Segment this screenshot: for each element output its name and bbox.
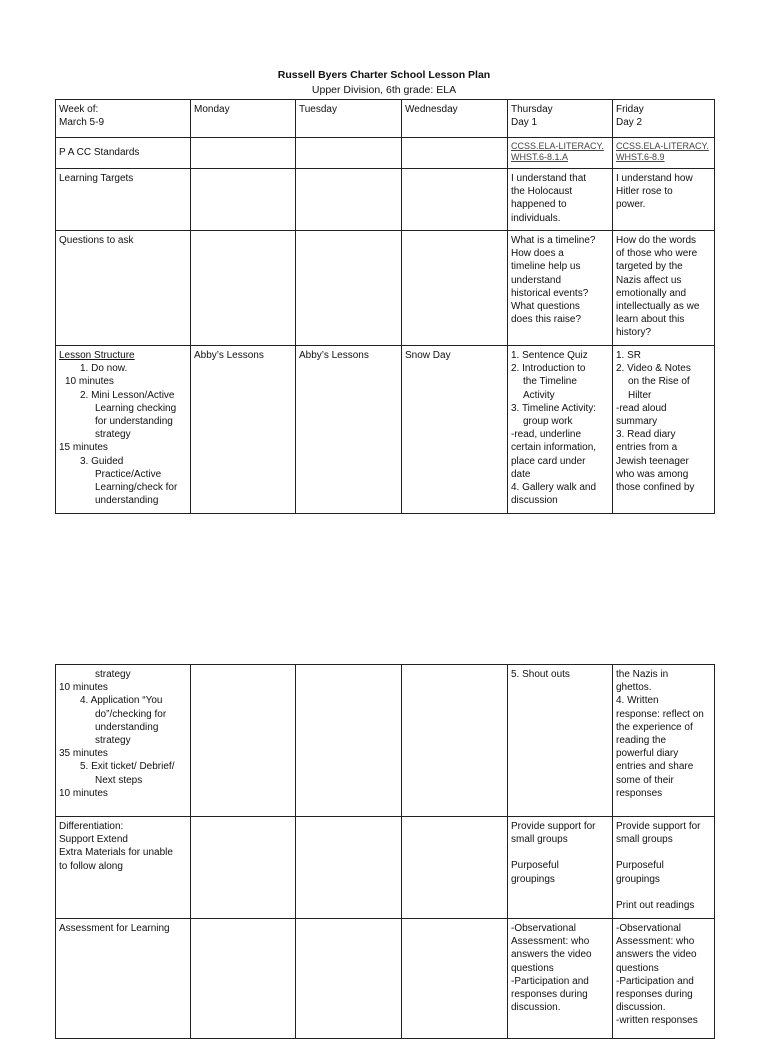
text-line: response: reflect on bbox=[616, 708, 704, 720]
friday-header bbox=[613, 100, 715, 138]
text-line: Extra Materials for unable bbox=[59, 847, 173, 859]
text-line: responses during bbox=[511, 989, 588, 1001]
thursday-header bbox=[508, 100, 613, 138]
lesson-plan-table-page-1 bbox=[55, 99, 715, 514]
text-line: discussion bbox=[511, 495, 558, 507]
empty-cell bbox=[402, 817, 508, 919]
text-line: strategy bbox=[95, 429, 131, 441]
learning-targets-label: Learning Targets bbox=[56, 169, 191, 231]
text-line: What is a timeline? bbox=[511, 235, 596, 246]
text-line: do”/checking for bbox=[95, 708, 167, 720]
text-line: How do the words bbox=[616, 235, 697, 246]
week-of-cell bbox=[56, 100, 191, 138]
text-line: on the Rise of bbox=[628, 376, 690, 388]
text-line: ghettos. bbox=[616, 682, 652, 694]
text-line: -Observational bbox=[616, 923, 682, 934]
empty-cell bbox=[296, 169, 402, 231]
text-line: the Holocaust bbox=[511, 186, 573, 198]
text-line: Differentiation: bbox=[59, 821, 124, 832]
text-line: answers the video bbox=[616, 949, 697, 961]
text-line: 3. Read diary bbox=[616, 429, 676, 441]
text-line: Next steps bbox=[95, 774, 143, 786]
week-of-label: Week of: bbox=[59, 104, 99, 115]
table-row bbox=[56, 817, 715, 919]
text-line: -Observational bbox=[511, 923, 577, 934]
empty-cell bbox=[191, 817, 296, 919]
text-line: responses during bbox=[616, 989, 693, 1001]
text-line: -read, underline bbox=[511, 429, 582, 441]
empty-cell bbox=[296, 231, 402, 346]
empty-cell bbox=[191, 665, 296, 817]
text-line bbox=[511, 846, 609, 859]
text-line bbox=[616, 846, 711, 859]
empty-cell bbox=[402, 665, 508, 817]
text-line: individuals. bbox=[511, 212, 561, 224]
text-line: those confined by bbox=[616, 482, 695, 494]
thursday-questions bbox=[508, 231, 613, 346]
text-line: understanding bbox=[95, 721, 159, 733]
table-row bbox=[56, 346, 715, 514]
thursday-structure bbox=[508, 346, 613, 514]
lesson-structure-continued bbox=[56, 665, 191, 817]
tuesday-structure: Abby’s Lessons bbox=[296, 346, 402, 514]
text-line: who was among bbox=[616, 468, 689, 480]
text-line: Assessment: who bbox=[511, 936, 590, 948]
standard-link[interactable]: CCSS.ELA-LITERACY. bbox=[511, 141, 604, 151]
friday-differentiation bbox=[613, 817, 715, 919]
text-line: 4. Written bbox=[616, 695, 659, 707]
text-line: Practice/Active bbox=[95, 468, 162, 480]
wednesday-structure: Snow Day bbox=[402, 346, 508, 514]
text-line: -written responses bbox=[616, 1015, 698, 1027]
friday-assessment bbox=[613, 919, 715, 1039]
text-line: Activity bbox=[523, 389, 555, 401]
text-line: 1. Do now. bbox=[80, 363, 128, 375]
friday-structure-continued bbox=[613, 665, 715, 817]
table-row bbox=[56, 919, 715, 1039]
empty-cell bbox=[296, 138, 402, 169]
text-line: questions bbox=[616, 962, 659, 974]
text-line: Support Extend bbox=[59, 834, 128, 846]
text-line: 10 minutes bbox=[59, 787, 108, 799]
text-line: happened to bbox=[511, 199, 567, 211]
text-line: 4. Application “You bbox=[80, 695, 163, 707]
standard-link[interactable]: WHST.6-8.1.A bbox=[511, 152, 569, 162]
text-line: for understanding bbox=[95, 416, 173, 428]
table-row bbox=[56, 138, 715, 169]
empty-cell bbox=[191, 919, 296, 1039]
thursday-standards bbox=[508, 138, 613, 169]
empty-cell bbox=[402, 138, 508, 169]
monday-structure: Abby’s Lessons bbox=[191, 346, 296, 514]
text-line: -read aloud bbox=[616, 402, 667, 414]
text-line: -Participation and bbox=[511, 975, 589, 987]
text-line: entries from a bbox=[616, 442, 678, 454]
text-line: groupings bbox=[616, 873, 660, 885]
text-line: -Participation and bbox=[616, 975, 694, 987]
thursday-targets bbox=[508, 169, 613, 231]
friday-structure bbox=[613, 346, 715, 514]
text-line: Print out readings bbox=[616, 899, 695, 911]
text-line: 2. Video & Notes bbox=[616, 363, 691, 375]
text-line: discussion. bbox=[616, 1002, 666, 1014]
questions-label: Questions to ask bbox=[56, 231, 191, 346]
text-line: strategy bbox=[95, 669, 131, 680]
text-line: understand bbox=[511, 274, 562, 286]
thursday-label: Thursday bbox=[511, 104, 553, 115]
thursday-assessment bbox=[508, 919, 613, 1039]
text-line: 5. Exit ticket/ Debrief/ bbox=[80, 761, 175, 773]
text-line: Purposeful bbox=[616, 860, 664, 872]
text-line: Learning/check for bbox=[95, 482, 178, 494]
text-line: history? bbox=[616, 327, 652, 339]
text-line: historical events? bbox=[511, 287, 589, 299]
text-line: 3. Guided bbox=[80, 455, 124, 467]
assessment-label: Assessment for Learning bbox=[56, 919, 191, 1039]
text-line: of those who were bbox=[616, 248, 698, 260]
text-line: to follow along bbox=[59, 860, 123, 872]
text-line: Provide support for bbox=[616, 821, 701, 832]
text-line: 10 minutes bbox=[65, 376, 114, 388]
empty-cell bbox=[402, 231, 508, 346]
friday-day: Day 2 bbox=[616, 117, 643, 129]
wednesday-header: Wednesday bbox=[402, 100, 508, 138]
text-line: Hitler rose to bbox=[616, 186, 673, 198]
empty-cell bbox=[296, 919, 402, 1039]
text-line: entries and share bbox=[616, 761, 694, 773]
monday-header: Monday bbox=[191, 100, 296, 138]
standard-link[interactable]: WHST.6-8.9 bbox=[616, 152, 665, 162]
text-line: timeline help us bbox=[511, 261, 581, 273]
thursday-differentiation bbox=[508, 817, 613, 919]
text-line: I understand how bbox=[616, 173, 693, 184]
text-line: How does a bbox=[511, 248, 564, 260]
tuesday-header: Tuesday bbox=[296, 100, 402, 138]
text-line: 2. Mini Lesson/Active bbox=[80, 389, 175, 401]
friday-questions bbox=[613, 231, 715, 346]
text-line: the experience of bbox=[616, 721, 693, 733]
table-row bbox=[56, 100, 715, 138]
text-line: answers the video bbox=[511, 949, 592, 961]
text-line: 3. Timeline Activity: bbox=[511, 402, 597, 414]
empty-cell bbox=[296, 817, 402, 919]
document-subtitle: Upper Division, 6th grade: ELA bbox=[311, 84, 457, 96]
text-line: does this raise? bbox=[511, 314, 582, 326]
lesson-plan-table-page-2 bbox=[55, 664, 715, 1039]
text-line: Provide support for bbox=[511, 821, 596, 832]
empty-cell bbox=[402, 919, 508, 1039]
text-line: 1. Sentence Quiz bbox=[511, 350, 588, 361]
text-line: 35 minutes bbox=[59, 748, 108, 760]
text-line: learn about this bbox=[616, 314, 685, 326]
empty-cell bbox=[191, 231, 296, 346]
empty-cell bbox=[296, 665, 402, 817]
friday-label: Friday bbox=[616, 104, 644, 115]
text-line: 2. Introduction to bbox=[511, 363, 586, 375]
text-line: the Nazis in bbox=[616, 669, 669, 680]
text-line: place card under bbox=[511, 455, 586, 467]
text-line: group work bbox=[523, 416, 573, 428]
text-line: Jewish teenager bbox=[616, 455, 689, 467]
text-line: I understand that bbox=[511, 173, 587, 184]
text-line: power. bbox=[616, 199, 646, 211]
text-line: What questions bbox=[511, 301, 580, 313]
text-line: responses bbox=[616, 787, 663, 799]
text-line: 1. SR bbox=[616, 350, 642, 361]
friday-standards bbox=[613, 138, 715, 169]
document-title: Russell Byers Charter School Lesson Plan bbox=[277, 69, 491, 81]
standard-link[interactable]: CCSS.ELA-LITERACY. bbox=[616, 141, 709, 151]
text-line: date bbox=[511, 468, 531, 480]
text-line: some of their bbox=[616, 774, 674, 786]
lesson-structure-heading: Lesson Structure bbox=[59, 350, 135, 361]
text-line: discussion. bbox=[511, 1002, 561, 1014]
differentiation-label bbox=[56, 817, 191, 919]
table-row bbox=[56, 231, 715, 346]
text-line: the Timeline bbox=[523, 376, 577, 388]
text-line: targeted by the bbox=[616, 261, 683, 273]
text-line: 15 minutes bbox=[59, 442, 108, 454]
text-line: understanding bbox=[95, 495, 159, 507]
thursday-structure-continued bbox=[508, 665, 613, 817]
text-line: strategy bbox=[95, 735, 131, 747]
text-line: certain information, bbox=[511, 442, 597, 454]
text-line: powerful diary bbox=[616, 748, 679, 760]
empty-cell bbox=[191, 138, 296, 169]
text-line: groupings bbox=[511, 873, 555, 885]
table-row bbox=[56, 665, 715, 817]
lesson-structure-steps bbox=[59, 362, 187, 507]
text-line: small groups bbox=[511, 834, 568, 846]
text-line bbox=[616, 886, 711, 899]
table-row bbox=[56, 169, 715, 231]
text-line: Purposeful bbox=[511, 860, 559, 872]
text-line: Nazis affect us bbox=[616, 274, 682, 286]
text-line: Learning checking bbox=[95, 402, 177, 414]
text-line: questions bbox=[511, 962, 554, 974]
thursday-day: Day 1 bbox=[511, 117, 538, 129]
text-line: small groups bbox=[616, 834, 673, 846]
lesson-structure-cell bbox=[56, 346, 191, 514]
text-line: Assessment: who bbox=[616, 936, 695, 948]
text-line: 10 minutes bbox=[59, 682, 108, 694]
text-line: 4. Gallery walk and bbox=[511, 482, 597, 494]
text-line: emotionally and bbox=[616, 287, 687, 299]
text-line: 5. Shout outs bbox=[511, 669, 570, 680]
standards-label: P A CC Standards bbox=[56, 138, 191, 169]
text-line: summary bbox=[616, 416, 658, 428]
friday-targets bbox=[613, 169, 715, 231]
empty-cell bbox=[402, 169, 508, 231]
text-line: Hilter bbox=[628, 389, 652, 401]
week-dates: March 5-9 bbox=[59, 117, 105, 129]
empty-cell bbox=[191, 169, 296, 231]
text-line: reading the bbox=[616, 735, 667, 747]
text-line: intellectually as we bbox=[616, 301, 700, 313]
